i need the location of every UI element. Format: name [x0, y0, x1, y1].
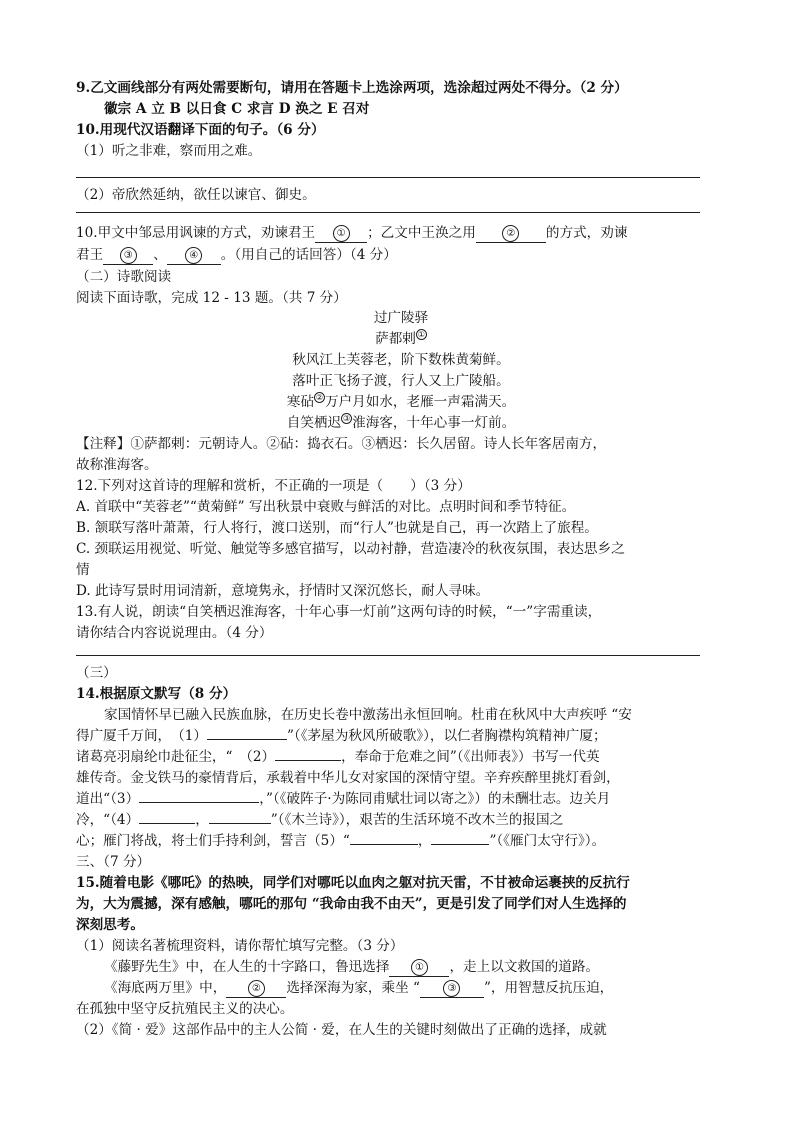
text-span: ，: [417, 833, 432, 849]
question-14-line-3: [76, 745, 600, 765]
question-14-stem: 14.根据原文默写（8 分）: [76, 686, 237, 702]
text-span: 自笑栖迟: [286, 415, 342, 431]
question-10-sentence-2: （2）帝欣然延纳，欲任以谏官、御史。: [76, 187, 316, 203]
question-14-line-5: [76, 787, 610, 807]
text-span: ”（《茅屋为秋风所破歌》），以仁者胸襟构筑精神广厦；: [287, 728, 607, 744]
text-span: 冷，“（4）: [76, 812, 140, 828]
blank-2: [275, 760, 341, 761]
blank-3: [103, 247, 153, 265]
blank-2: [226, 980, 286, 998]
text-span: 君王: [76, 247, 104, 263]
answer-line: [76, 212, 700, 213]
text-span: ，奉命于危难之间”（《出师表》）书写一代英: [341, 749, 600, 765]
poem-intro: 阅读下面诗歌，完成 12 - 13 题。（共 7 分）: [76, 290, 347, 306]
question-15-fill-b: [104, 976, 613, 998]
poem-line-3: [76, 390, 726, 410]
poem-notes-2: 故称淮海客。: [76, 457, 158, 473]
circled-number: ①: [411, 959, 428, 976]
question-14-line-4: 雄传奇。金戈铁马的豪情背后，承载着中华儿女对家国的深情守望。辛弃疾醉里挑灯看剑，: [76, 770, 620, 786]
question-10-sentence-1: （1）听之非难，察而用之难。: [76, 143, 262, 159]
question-14-line-6: [76, 808, 563, 828]
text-span: ”（《雁门太守行》）。: [489, 833, 606, 849]
blank-5b: [431, 844, 489, 845]
blank-4b: [209, 823, 271, 824]
circled-number: ③: [343, 414, 351, 423]
question-15-line-1: 15.随着电影《哪吒》的热映，同学们对哪吒以血肉之躯对抗天雷，不甘被命运裹挟的反抗行: [76, 875, 630, 891]
text-span: 选择深海为家，乘坐 “: [286, 980, 420, 996]
circled-number: ③: [443, 980, 460, 997]
blank-1: [389, 959, 449, 977]
circled-number: ②: [315, 393, 324, 402]
text-span: ，”（《破阵子·为陈同甫赋壮词以寄之》）的未酬壮志。边关月: [259, 791, 611, 807]
text-span: 万户月如水，老雁一声霜满天。: [324, 394, 516, 410]
question-10-stem: 10.用现代汉语翻译下面的句子。（6 分）: [76, 122, 325, 138]
text-span: 《藤野先生》中，在人生的十字路口，鲁迅选择: [104, 959, 390, 975]
poem-notes-1: 【注释】①萨都剌：元朝诗人。②砧：捣衣石。③栖迟：长久居留。诗人长年客居南方，: [76, 436, 607, 452]
section-3-heading: （三）: [76, 665, 117, 681]
text-span: 10.甲文中邹忌用讽谏的方式，劝谏君王: [76, 225, 316, 241]
text-span: 淮海客，十年心事一灯前。: [352, 415, 516, 431]
text-span: 《海底两万里》中，: [104, 980, 227, 996]
blank-3: [420, 980, 484, 998]
text-span: ，走上以文救国的道路。: [449, 959, 599, 975]
question-10b-line-2: [76, 243, 397, 265]
poem-line-4: [76, 411, 726, 431]
question-12-option-d: D. 此诗写景时用词清新，意境隽永，抒情时又深沉悠长，耐人寻味。: [76, 583, 490, 599]
question-9-options: 徽宗 A 立 B 以日食 C 求言 D 涣之 E 召对: [104, 101, 370, 117]
blank-5a: [350, 844, 418, 845]
answer-line: [76, 655, 700, 656]
question-14-line-2: [76, 724, 607, 744]
section-three-heading: 三、（7 分）: [76, 854, 151, 870]
question-15-fill-a: [104, 955, 599, 977]
blank-3: [139, 802, 259, 803]
text-span: ；乙文中王涣之用: [367, 225, 476, 241]
text-span: 萨都剌: [375, 331, 416, 347]
text-span: ，: [195, 812, 209, 828]
poem-title: 过广陵驿: [373, 310, 429, 326]
question-10b-line-1: [76, 221, 627, 243]
text-span: 诸葛亮羽扇纶巾赴征尘，“ （2）: [76, 749, 276, 765]
question-12-stem: 12.下列对这首诗的理解和赏析，不正确的一项是（ ）（3 分）: [76, 478, 471, 494]
circled-number: ②: [502, 225, 519, 242]
question-14-line-1: 家国情怀早已融入民族血脉，在历史长卷中激荡出永恒回响。杜甫在秋风中大声疾呼 “安: [104, 707, 632, 723]
question-12-option-c-cont: 情: [76, 562, 90, 578]
section-2-heading: （二）诗歌阅读: [76, 269, 172, 285]
circled-number: ②: [248, 980, 265, 997]
question-12-option-b: B. 颔联写落叶萧萧，行人将行，渡口送别，而“行人”也就是自己，再一次踏上了旅程。: [76, 520, 598, 536]
question-13-line-2: 请你结合内容说说理由。（4 分）: [76, 625, 273, 641]
text-span: 的方式，劝谏: [545, 225, 628, 241]
blank-4a: [139, 823, 195, 824]
poem-line-2: 落叶正飞扬子渡，行人又上广陵船。: [292, 373, 510, 389]
blank-2: [476, 225, 546, 243]
text-span: 寒砧: [286, 394, 314, 410]
circled-number: ③: [120, 247, 137, 264]
text-span: 道出“（3）: [76, 791, 140, 807]
blank-1: [207, 739, 287, 740]
poem-author: [76, 327, 726, 347]
answer-line: [76, 177, 700, 178]
text-span: 、: [153, 247, 167, 263]
question-12-option-a: A. 首联中“芙蓉老”“黄菊鲜” 写出秋景中衰败与鲜活的对比。点明时间和季节特征。: [76, 499, 576, 515]
circled-number: ①: [333, 225, 350, 242]
question-13-line-1: 13.有人说，朗读“自笑栖迟淮海客，十年心事一灯前”这两句诗的时候，“一”字需重读，: [76, 604, 602, 620]
text-span: 得广厦千万间， （1）: [76, 728, 207, 744]
circled-number: ④: [185, 247, 202, 264]
poem-line-1: 秋风江上芙蓉老，阶下数株黄菊鲜。: [292, 352, 510, 368]
question-9-stem: 9.乙文画线部分有两处需要断句，请用在答题卡上选涂两项，选涂超过两处不得分。（2 分）: [76, 80, 628, 96]
blank-1: [315, 225, 367, 243]
question-15-sub-2: （2）《简 · 爱》这部作品中的主人公简 · 爱，在人生的关键时刻做出了正确的选择，成就: [76, 1022, 607, 1038]
text-span: 。（用自己的话回答）（4 分）: [220, 247, 397, 263]
question-12-option-c: C. 颈联运用视觉、听觉、触觉等多感官描写，以动衬静，营造凄冷的秋夜氛围，表达思乡之: [76, 541, 625, 557]
circled-number: ①: [417, 330, 425, 339]
question-15-fill-c: 在孤独中坚守反抗殖民主义的决心。: [76, 1001, 294, 1017]
question-15-line-3: 深刻思考。: [76, 917, 144, 933]
question-15-line-2: 为，大为震撼，深有感触，哪吒的那句 “我命由我不由天”，更是引发了同学们对人生选择的: [76, 896, 627, 912]
text-span: ”，用智慧反抗压迫，: [483, 980, 614, 996]
blank-4: [167, 247, 221, 265]
text-span: 心；雁门将战，将士们手持利剑，誓言（5）“: [76, 833, 350, 849]
question-14-line-7: [76, 829, 605, 849]
text-span: ”（《木兰诗》），艰苦的生活环境不改木兰的报国之: [270, 812, 564, 828]
question-15-sub-1: （1）阅读名著梳理资料，请你帮忙填写完整。（3 分）: [76, 938, 404, 954]
